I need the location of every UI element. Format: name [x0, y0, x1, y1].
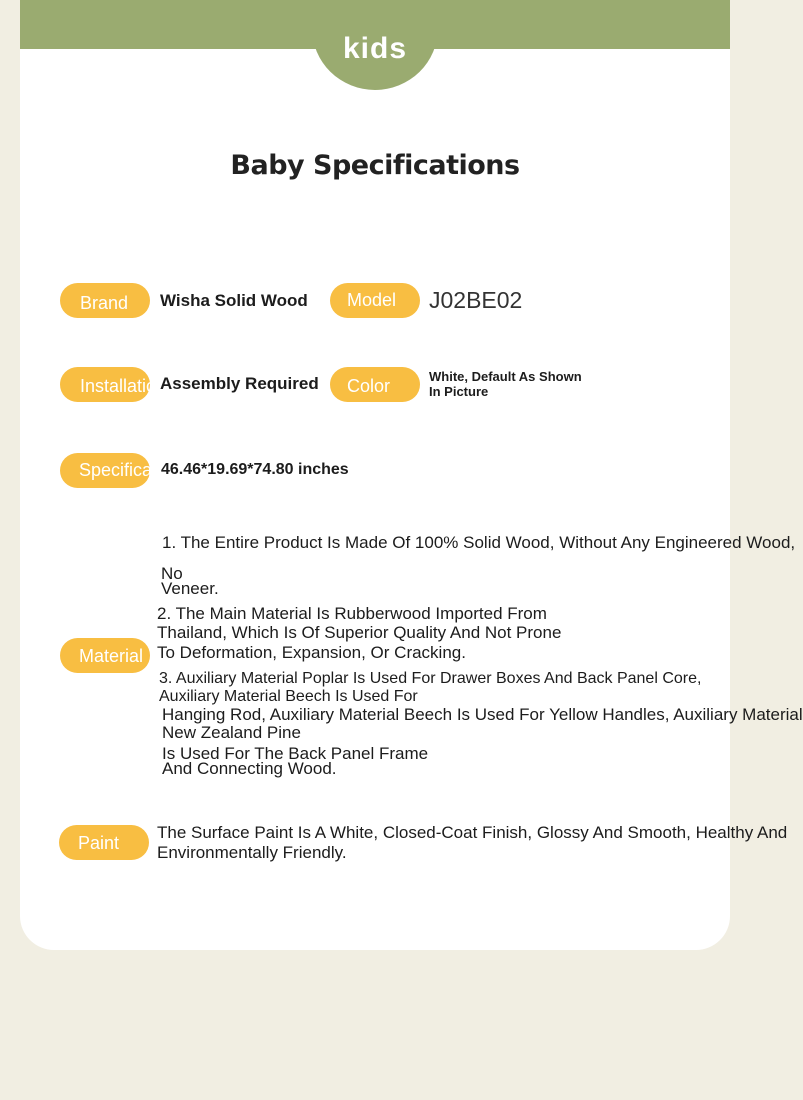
- color-label: Color: [347, 376, 391, 396]
- page-title: Baby Specifications: [230, 150, 520, 181]
- material-line: 3. Auxiliary Material Poplar Is Used For Drawer Boxes And Back Panel Core,: [159, 670, 702, 687]
- material-label-pill: [60, 638, 150, 673]
- specification-value: 46.46*19.69*74.80 inches: [161, 461, 349, 478]
- brand-label-pill: [60, 283, 150, 318]
- specification-label: Specification: [79, 460, 182, 480]
- material-line: To Deformation, Expansion, Or Cracking.: [157, 643, 466, 662]
- material-line: 2. The Main Material Is Rubberwood Imported From: [157, 604, 547, 623]
- material-line: And Connecting Wood.: [162, 759, 337, 778]
- specification-label-pill: [60, 453, 182, 488]
- material-line: Auxiliary Material Beech Is Used For: [159, 688, 418, 705]
- material-line: Veneer.: [161, 579, 219, 598]
- installation-label: Installation: [80, 376, 167, 396]
- material-line: New Zealand Pine: [162, 723, 301, 742]
- model-value: J02BE02: [429, 287, 523, 313]
- model-label: Model: [347, 290, 397, 310]
- material-line: Thailand, Which Is Of Superior Quality And Not Prone: [157, 623, 562, 642]
- model-label-pill: [330, 283, 420, 318]
- paint-label: Paint: [78, 833, 120, 853]
- brand-label: Brand: [80, 293, 129, 313]
- brand-value: Wisha Solid Wood: [160, 291, 308, 310]
- color-label-pill: [330, 367, 420, 402]
- material-line: Hanging Rod, Auxiliary Material Beech Is Used For Yellow Handles, Auxiliary Material: [162, 705, 803, 724]
- color-value-line1: White, Default As Shown: [429, 369, 582, 384]
- header-badge-text: kids: [342, 32, 408, 65]
- material-line: 1. The Entire Product Is Made Of 100% Solid Wood, Without Any Engineered Wood,: [162, 533, 796, 552]
- paint-value-line2: Environmentally Friendly.: [157, 843, 347, 862]
- installation-value: Assembly Required: [160, 374, 319, 393]
- color-value-line2: In Picture: [429, 384, 489, 399]
- material-line: No: [161, 564, 183, 583]
- paint-label-pill: [59, 825, 149, 860]
- paint-value-line1: The Surface Paint Is A White, Closed-Coat Finish, Glossy And Smooth, Healthy And: [157, 823, 788, 842]
- material-line: Is Used For The Back Panel Frame: [162, 744, 429, 763]
- installation-label-pill: [60, 367, 167, 402]
- material-label: Material: [79, 646, 144, 666]
